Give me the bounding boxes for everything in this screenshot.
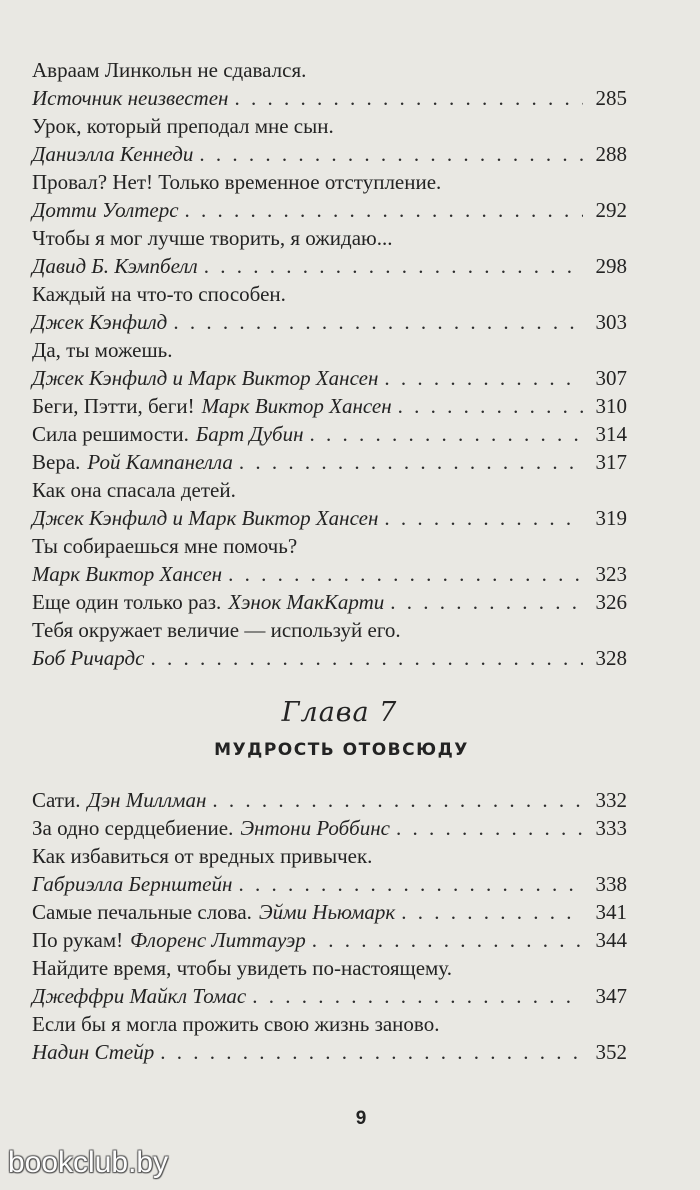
toc-entry	[32, 616, 627, 672]
dot-leader	[204, 252, 583, 280]
entry-title: Чтобы я мог лучше творить, я ожидаю...	[32, 226, 393, 250]
toc-entry	[32, 954, 627, 1010]
entry-page-number: 292	[595, 198, 627, 222]
page-number: 9	[355, 1108, 367, 1129]
entry-title: Авраам Линкольн не сдавался.	[32, 58, 307, 82]
entry-author: Джек Кэнфилд и Марк Виктор Хансен	[32, 366, 379, 390]
entry-author: Флоренс Литтауэр	[130, 928, 306, 952]
toc-entry	[32, 842, 627, 898]
toc-entry-author-line	[32, 504, 627, 532]
dot-leader	[390, 588, 583, 616]
entry-author: Хэнок МакКарти	[228, 590, 385, 614]
entry-title: Как избавиться от вредных привычек.	[32, 844, 373, 868]
entry-title: Ты собираешься мне помочь?	[32, 534, 298, 558]
entry-page-number: 307	[595, 366, 627, 390]
toc-entry-author-line	[32, 870, 627, 898]
toc-entry-line	[32, 786, 627, 814]
entry-author: Джек Кэнфилд	[32, 310, 168, 334]
toc-entry	[32, 898, 627, 926]
dot-leader	[199, 140, 583, 168]
entry-page-number: 333	[595, 816, 627, 840]
entry-author: Источник неизвестен	[32, 86, 229, 110]
toc-entry	[32, 786, 627, 814]
chapter-title: МУДРОСТЬ ОТОВСЮДУ	[214, 740, 469, 760]
toc-entry-title-line	[32, 56, 627, 84]
dot-leader	[252, 982, 583, 1010]
toc-entry-title-line	[32, 224, 627, 252]
entry-page-number: 347	[595, 984, 627, 1008]
entry-page-number: 285	[595, 86, 627, 110]
entry-author: Рой Кампанелла	[87, 450, 233, 474]
entry-title: Сила решимости.	[32, 422, 189, 446]
chapter-heading	[32, 696, 627, 764]
toc-entry-line	[32, 392, 627, 420]
entry-author: Джек Кэнфилд и Марк Виктор Хансен	[32, 506, 379, 530]
entry-title: Провал? Нет! Только временное отступление.	[32, 170, 442, 194]
toc-entry-author-line	[32, 364, 627, 392]
toc-entry-author-line	[32, 308, 627, 336]
toc-entry-title-line	[32, 1010, 627, 1038]
entry-page-number: 314	[595, 422, 627, 446]
watermark: bookclub.by	[8, 1146, 169, 1179]
toc-entry-line	[32, 814, 627, 842]
toc-entry	[32, 336, 627, 392]
entry-title: Как она спасала детей.	[32, 478, 236, 502]
toc-entry-title-line	[32, 336, 627, 364]
toc-entry-author-line	[32, 1038, 627, 1066]
toc-entry	[32, 224, 627, 280]
entry-author: Эйми Ньюмарк	[258, 900, 396, 924]
entry-title: За одно сердцебиение.	[32, 816, 234, 840]
entry-page-number: 298	[595, 254, 627, 278]
entry-author: Дотти Уолтерс	[32, 198, 179, 222]
entry-author: Надин Стейр	[32, 1040, 155, 1064]
toc-entry-author-line	[32, 560, 627, 588]
toc-entry	[32, 280, 627, 336]
toc-entry-author-line	[32, 644, 627, 672]
toc-entry-line	[32, 898, 627, 926]
toc-list-before-chapter	[32, 56, 627, 672]
dot-leader	[238, 870, 583, 898]
toc-entry	[32, 926, 627, 954]
toc-entry	[32, 588, 627, 616]
entry-title: По рукам!	[32, 928, 124, 952]
entry-author: Давид Б. Кэмпбелл	[32, 254, 198, 278]
entry-author: Дэн Миллман	[87, 788, 207, 812]
toc-entry-line	[32, 588, 627, 616]
toc-entry-title-line	[32, 954, 627, 982]
entry-page-number: 338	[595, 872, 627, 896]
entry-title: Тебя окружает величие — используй его.	[32, 618, 401, 642]
entry-title: Самые печальные слова.	[32, 900, 252, 924]
toc-entry-author-line	[32, 140, 627, 168]
toc-entry	[32, 532, 627, 588]
entry-author: Джеффри Майкл Томас	[32, 984, 247, 1008]
toc-entry-title-line	[32, 476, 627, 504]
dot-leader	[150, 644, 583, 672]
dot-leader	[173, 308, 583, 336]
toc-entry-author-line	[32, 84, 627, 112]
dot-leader	[185, 196, 583, 224]
entry-title: Урок, который преподал мне сын.	[32, 114, 334, 138]
toc-entry-title-line	[32, 532, 627, 560]
dot-leader	[401, 898, 583, 926]
toc-entry-author-line	[32, 196, 627, 224]
toc-entry-line	[32, 448, 627, 476]
toc-entry-line	[32, 926, 627, 954]
entry-title: Сати.	[32, 788, 81, 812]
toc-entry	[32, 814, 627, 842]
entry-author: Марк Виктор Хансен	[201, 394, 392, 418]
entry-author: Даниэлла Кеннеди	[32, 142, 194, 166]
entry-page-number: 303	[595, 310, 627, 334]
dot-leader	[312, 926, 583, 954]
entry-page-number: 288	[595, 142, 627, 166]
toc-entry	[32, 168, 627, 224]
entry-title: Беги, Пэтти, беги!	[32, 394, 195, 418]
entry-title: Еще один только раз.	[32, 590, 222, 614]
dot-leader	[239, 448, 583, 476]
entry-title: Вера.	[32, 450, 81, 474]
toc-entry-title-line	[32, 842, 627, 870]
toc-entry-title-line	[32, 616, 627, 644]
dot-leader	[310, 420, 583, 448]
entry-author: Барт Дубин	[195, 422, 304, 446]
toc-entry	[32, 476, 627, 532]
entry-page-number: 332	[595, 788, 627, 812]
dot-leader	[234, 84, 583, 112]
dot-leader	[384, 364, 583, 392]
dot-leader	[160, 1038, 583, 1066]
entry-author: Габриэлла Бернштейн	[32, 872, 233, 896]
chapter-label: Глава 7	[281, 697, 398, 728]
toc-list-chapter-7	[32, 786, 627, 1066]
toc-entry-title-line	[32, 112, 627, 140]
toc-entry	[32, 448, 627, 476]
dot-leader	[396, 814, 583, 842]
entry-page-number: 352	[595, 1040, 627, 1064]
entry-page-number: 319	[595, 506, 627, 530]
dot-leader	[384, 504, 583, 532]
entry-page-number: 344	[595, 928, 627, 952]
toc-entry	[32, 1010, 627, 1066]
entry-author: Боб Ричардс	[32, 646, 145, 670]
entry-page-number: 341	[595, 900, 627, 924]
entry-page-number: 323	[595, 562, 627, 586]
toc-entry	[32, 392, 627, 420]
dot-leader	[228, 560, 583, 588]
entry-author: Марк Виктор Хансен	[32, 562, 223, 586]
dot-leader	[212, 786, 583, 814]
entry-author: Энтони Роббинс	[240, 816, 390, 840]
entry-title: Если бы я могла прожить свою жизнь заново.	[32, 1012, 440, 1036]
entry-page-number: 328	[595, 646, 627, 670]
entry-title: Найдите время, чтобы увидеть по-настоящему.	[32, 956, 452, 980]
entry-page-number: 310	[595, 394, 627, 418]
toc-entry-title-line	[32, 168, 627, 196]
entry-title: Да, ты можешь.	[32, 338, 173, 362]
entry-title: Каждый на что-то способен.	[32, 282, 286, 306]
toc-entry-author-line	[32, 982, 627, 1010]
toc-entry-title-line	[32, 280, 627, 308]
dot-leader	[398, 392, 583, 420]
toc-entry	[32, 112, 627, 168]
entry-page-number: 317	[595, 450, 627, 474]
toc-entry	[32, 420, 627, 448]
toc-entry-author-line	[32, 252, 627, 280]
toc-entry-line	[32, 420, 627, 448]
toc-entry	[32, 56, 627, 112]
entry-page-number: 326	[595, 590, 627, 614]
